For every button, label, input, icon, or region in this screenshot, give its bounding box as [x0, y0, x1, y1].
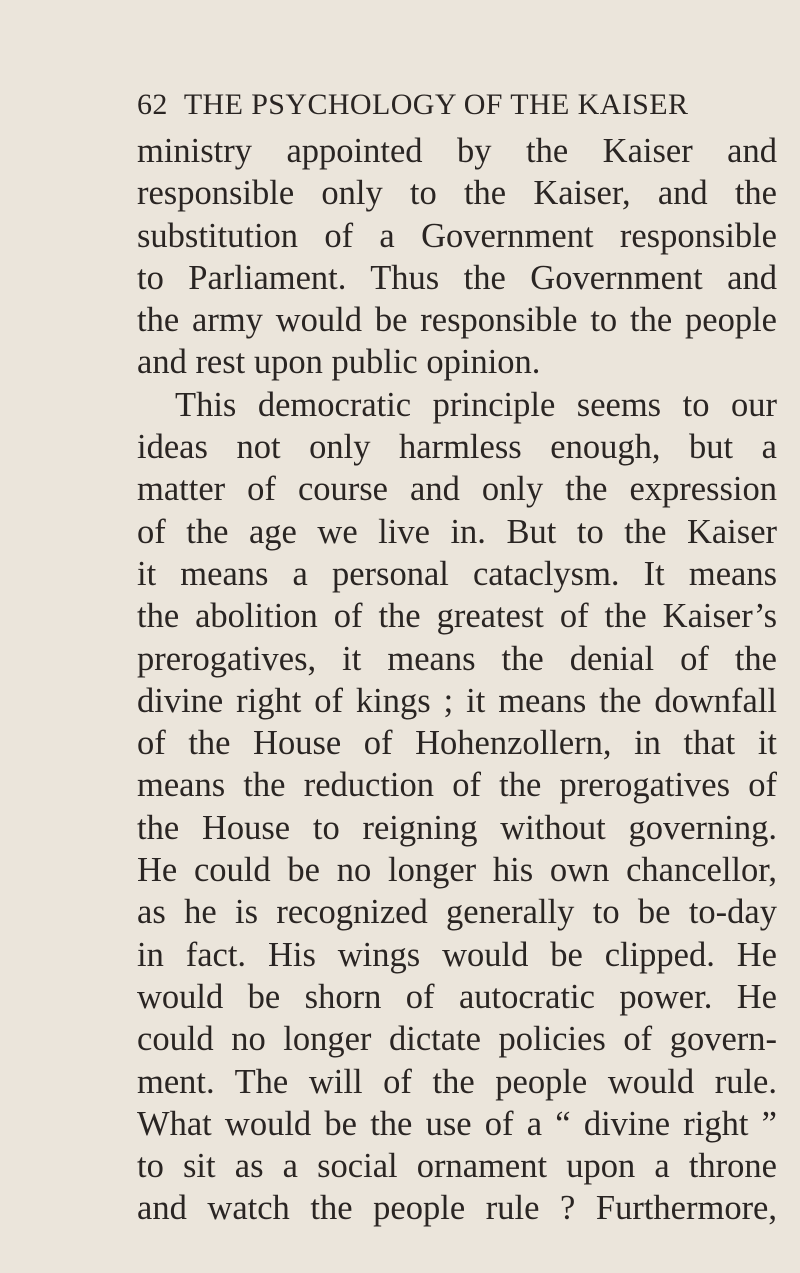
text-line: to sit as a social ornament upon a throne	[137, 1147, 777, 1186]
text-line: This democratic principle seems to our	[175, 385, 777, 424]
text-line: divine right of kings ; it means the downfall	[137, 681, 777, 720]
page-number: 62	[137, 88, 168, 121]
text-line: in fact. His wings would be clipped. He	[137, 935, 777, 974]
text-line: ideas not only harmless enough, but a	[137, 428, 777, 467]
text-line: responsible only to the Kaiser, and the	[137, 174, 777, 213]
text-line: would be shorn of autocratic power. He	[137, 977, 777, 1016]
text-line: and watch the people rule ? Furthermore,	[137, 1189, 777, 1228]
text-line: What would be the use of a “ divine right ”	[137, 1104, 777, 1143]
text-line: ment. The will of the people would rule.	[137, 1062, 777, 1101]
text-line: prerogatives, it means the denial of the	[137, 639, 777, 678]
text-line: could no longer dictate policies of govern-	[137, 1020, 777, 1059]
text-line: He could be no longer his own chancellor,	[137, 851, 777, 890]
text-line: of the House of Hohenzollern, in that it	[137, 724, 777, 763]
text-line: the House to reigning without governing.	[137, 808, 777, 847]
text-line: of the age we live in. But to the Kaiser	[137, 512, 777, 551]
text-line: as he is recognized generally to be to-day	[137, 893, 777, 932]
text-line: ministry appointed by the Kaiser and	[137, 132, 777, 170]
text-line: the army would be responsible to the people	[137, 301, 777, 340]
body-text	[137, 130, 777, 1230]
text-line: substitution of a Government responsible	[137, 216, 777, 255]
text-line: the abolition of the greatest of the Kaiser’s	[137, 597, 777, 636]
text-line: and rest upon public opinion.	[137, 343, 541, 382]
running-title: THE PSYCHOLOGY OF THE KAISER	[183, 88, 689, 121]
text-line: to Parliament. Thus the Government and	[137, 258, 777, 297]
text-line: matter of course and only the expression	[137, 470, 777, 509]
text-line: it means a personal cataclysm. It means	[137, 554, 777, 593]
text-line: means the reduction of the prerogatives of	[137, 766, 777, 805]
running-header	[137, 88, 688, 122]
